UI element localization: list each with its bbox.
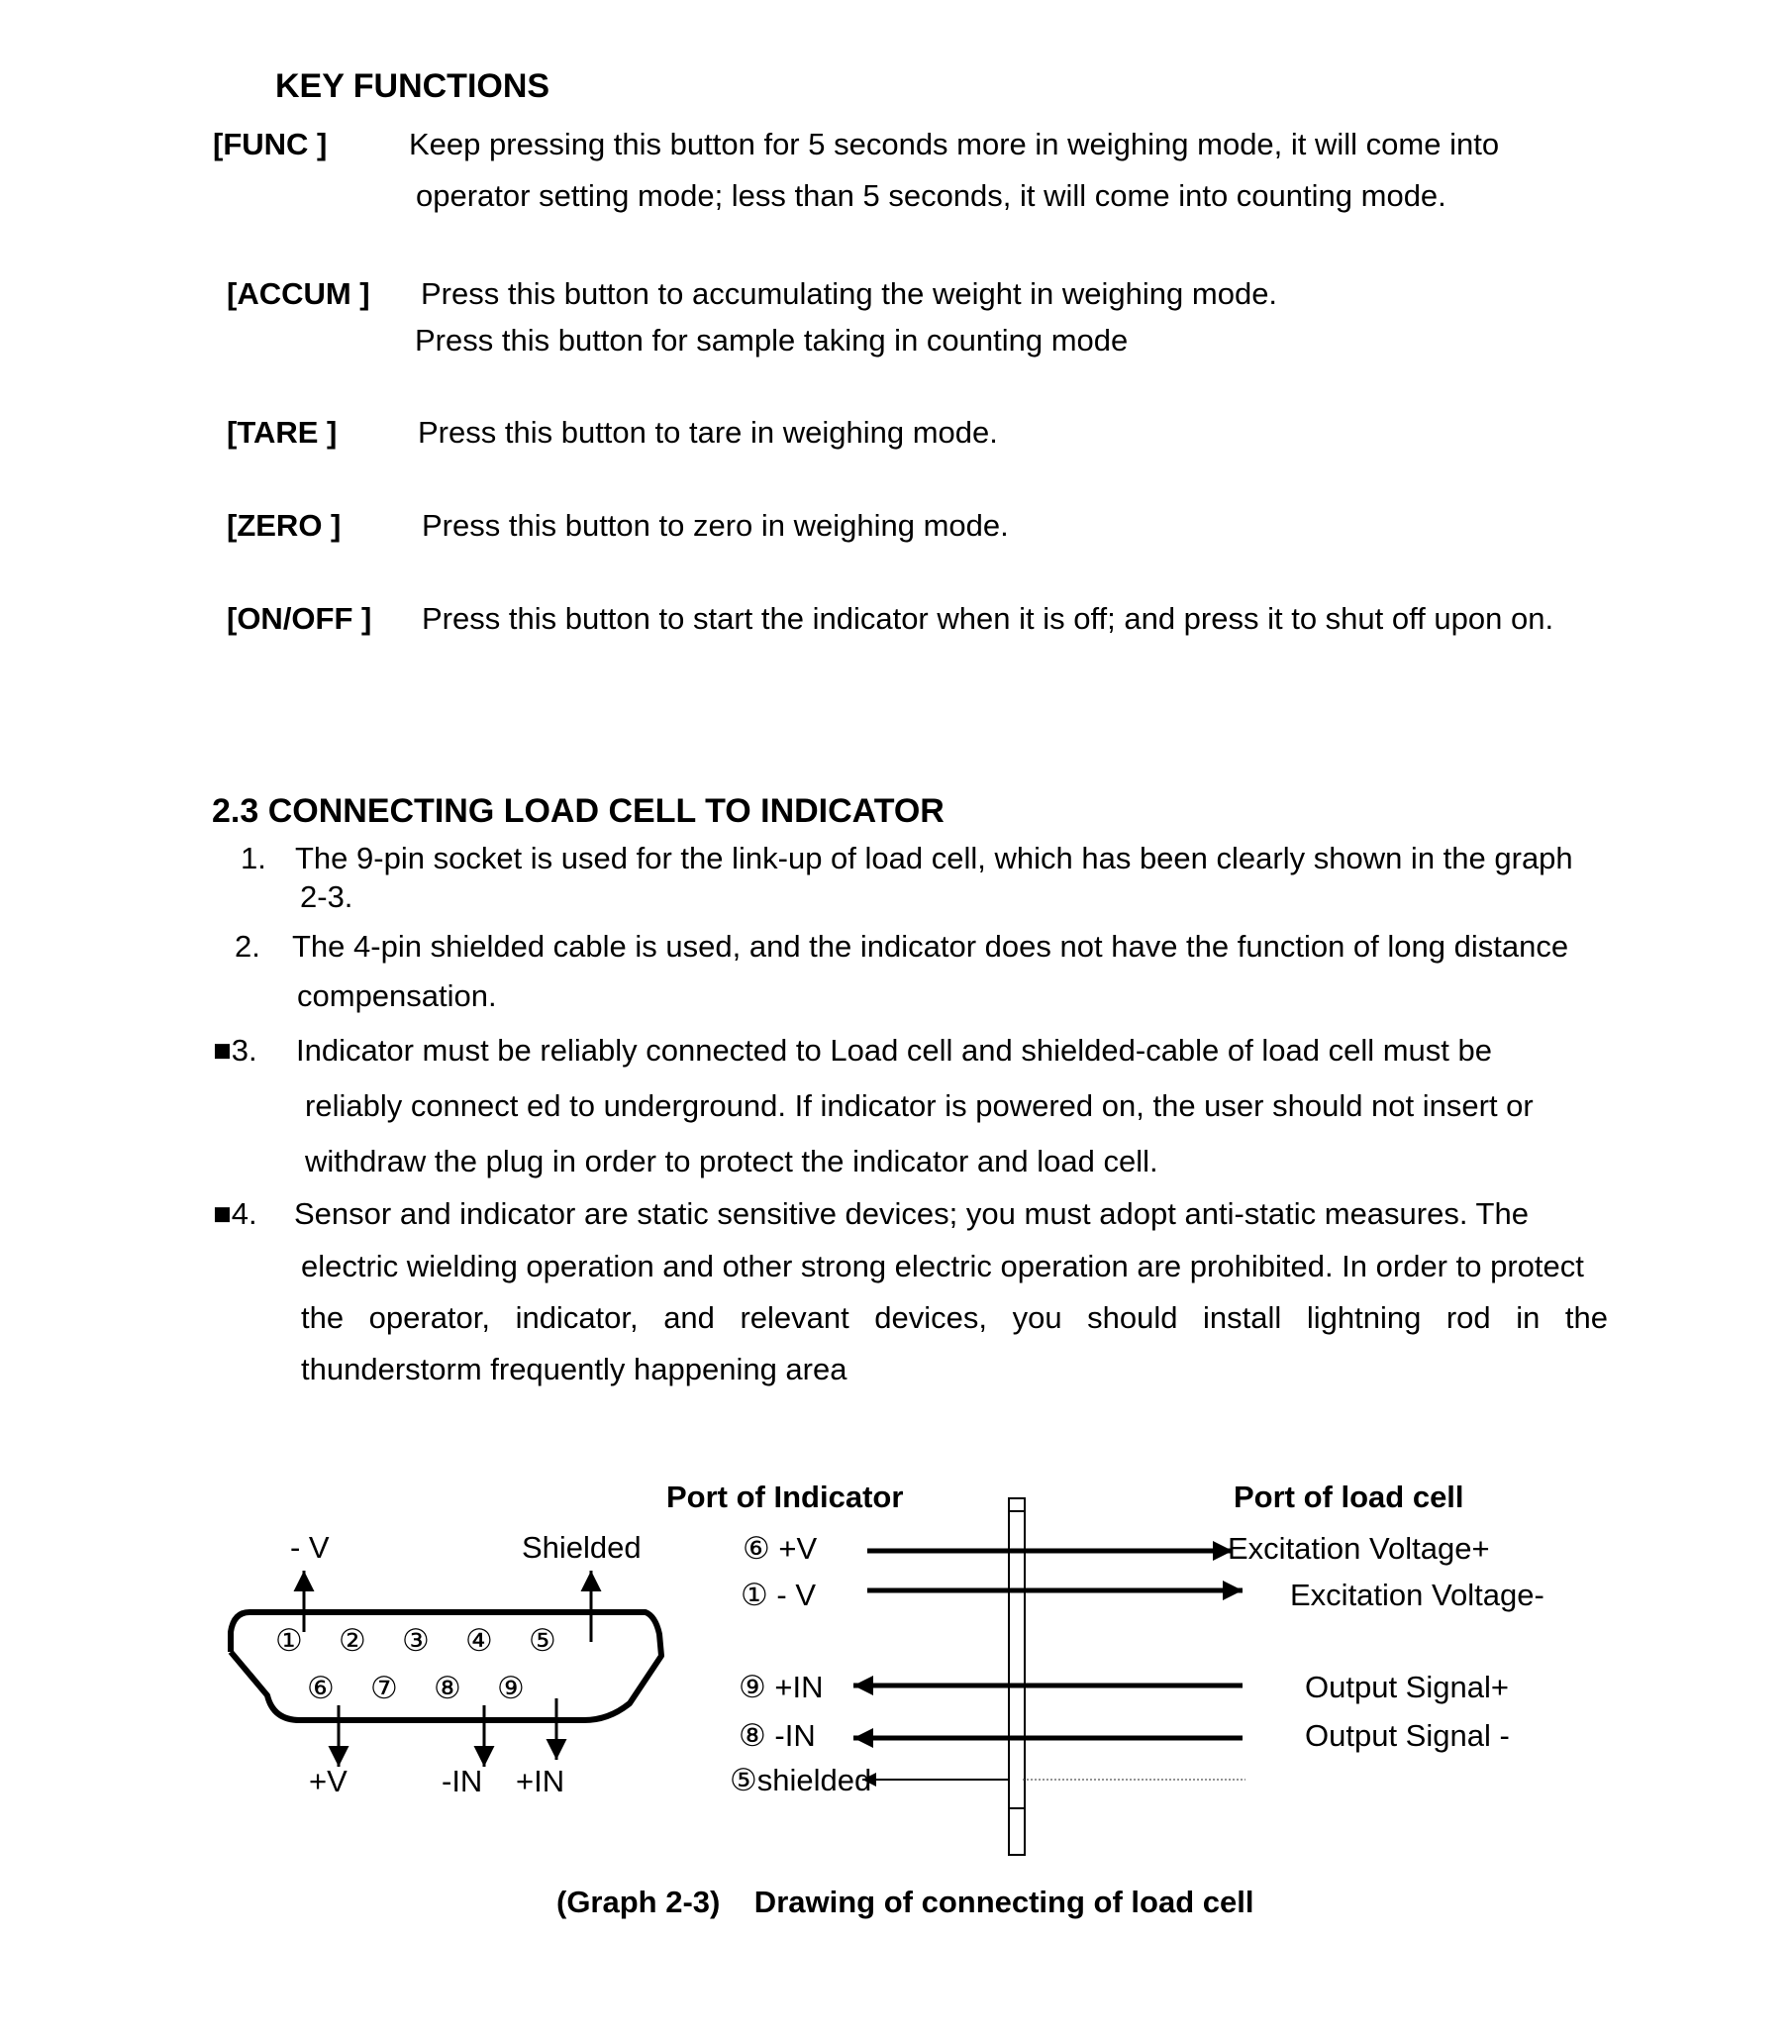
key-func-desc-line1: Keep pressing this button for 5 seconds more in weighing mode, it will come into <box>409 127 1500 161</box>
key-functions-title: KEY FUNCTIONS <box>275 67 550 105</box>
load-cell-row-output-plus: Output Signal+ <box>1305 1670 1509 1704</box>
indicator-row-minus-v: ① - V <box>741 1578 817 1612</box>
indicator-port-title: Port of Indicator <box>666 1480 904 1514</box>
list-item-3-line3: withdraw the plug in order to protect the indicator and load cell. <box>305 1144 1158 1178</box>
key-accum-desc-line1: Press this button to accumulating the weight in weighing mode. <box>421 276 1278 311</box>
pin-7: ⑦ <box>370 1671 398 1705</box>
key-func-desc-line2: operator setting mode; less than 5 seconds, it will come into counting mode. <box>416 178 1446 213</box>
key-zero-label: [ZERO ] <box>227 508 342 543</box>
list-item-4-line1: Sensor and indicator are static sensitive devices; you must adopt anti-static measures. The <box>294 1196 1529 1231</box>
load-cell-port-title: Port of load cell <box>1234 1480 1464 1514</box>
pin-3: ③ <box>402 1623 430 1658</box>
key-accum-desc-line2: Press this button for sample taking in counting mode <box>415 323 1129 358</box>
label-minus-in: -IN <box>442 1764 483 1798</box>
key-zero-desc: Press this button to zero in weighing mode. <box>422 508 1009 543</box>
list-item-4-line4: thunderstorm frequently happening area <box>301 1352 847 1386</box>
list-item-4-line2: electric wielding operation and other strong electric operation are prohibited. In order to protect <box>301 1249 1584 1283</box>
load-cell-row-excitation-plus: Excitation Voltage+ <box>1228 1531 1490 1566</box>
list-item-4-line3: the operator, indicator, and relevant devices, you should install lightning rod in the <box>301 1300 1608 1335</box>
indicator-row-plus-in: ⑨ +IN <box>739 1670 824 1704</box>
list-marker-3: ■3. <box>213 1033 257 1068</box>
list-item-1-line2: 2-3. <box>300 879 353 914</box>
pin-8: ⑧ <box>434 1671 461 1705</box>
list-item-1-line1: The 9-pin socket is used for the link-up of load cell, which has been clearly shown in the graph <box>295 841 1573 875</box>
pin-9: ⑨ <box>497 1671 525 1705</box>
label-minus-v: - V <box>290 1530 330 1565</box>
list-marker-2: 2. <box>235 929 260 964</box>
figure-caption: (Graph 2-3) Drawing of connecting of load cell <box>556 1885 1254 1919</box>
key-tare-desc: Press this button to tare in weighing mode. <box>418 415 998 450</box>
pin-5: ⑤ <box>529 1623 556 1658</box>
load-cell-row-excitation-minus: Excitation Voltage- <box>1290 1578 1544 1612</box>
pin-6: ⑥ <box>307 1671 335 1705</box>
list-item-2-line1: The 4-pin shielded cable is used, and the indicator does not have the function of long distance <box>292 929 1569 964</box>
indicator-row-plus-v: ⑥ +V <box>743 1531 818 1566</box>
key-func-label: [FUNC ] <box>213 127 328 161</box>
list-marker-1: 1. <box>241 841 266 875</box>
label-shielded: Shielded <box>522 1530 642 1565</box>
pin-2: ② <box>339 1623 366 1658</box>
pin-1: ① <box>275 1623 303 1658</box>
section-title: 2.3 CONNECTING LOAD CELL TO INDICATOR <box>212 792 945 830</box>
indicator-row-minus-in: ⑧ -IN <box>739 1718 816 1753</box>
list-marker-4: ■4. <box>213 1196 257 1231</box>
list-item-2-line2: compensation. <box>297 978 497 1013</box>
load-cell-row-output-minus: Output Signal - <box>1305 1718 1510 1753</box>
key-tare-label: [TARE ] <box>227 415 338 450</box>
key-onoff-desc: Press this button to start the indicator when it is off; and press it to shut off upon on. <box>422 601 1554 636</box>
key-accum-label: [ACCUM ] <box>227 276 370 311</box>
list-item-3-line2: reliably connect ed to underground. If indicator is powered on, the user should not insert or <box>305 1088 1534 1123</box>
label-plus-in: +IN <box>516 1764 565 1798</box>
label-plus-v: +V <box>309 1764 348 1798</box>
key-onoff-label: [ON/OFF ] <box>227 601 372 636</box>
list-item-3-line1: Indicator must be reliably connected to Load cell and shielded-cable of load cell must be <box>296 1033 1493 1068</box>
indicator-row-shielded: ⑤shielded <box>730 1763 872 1797</box>
pin-4: ④ <box>465 1623 493 1658</box>
